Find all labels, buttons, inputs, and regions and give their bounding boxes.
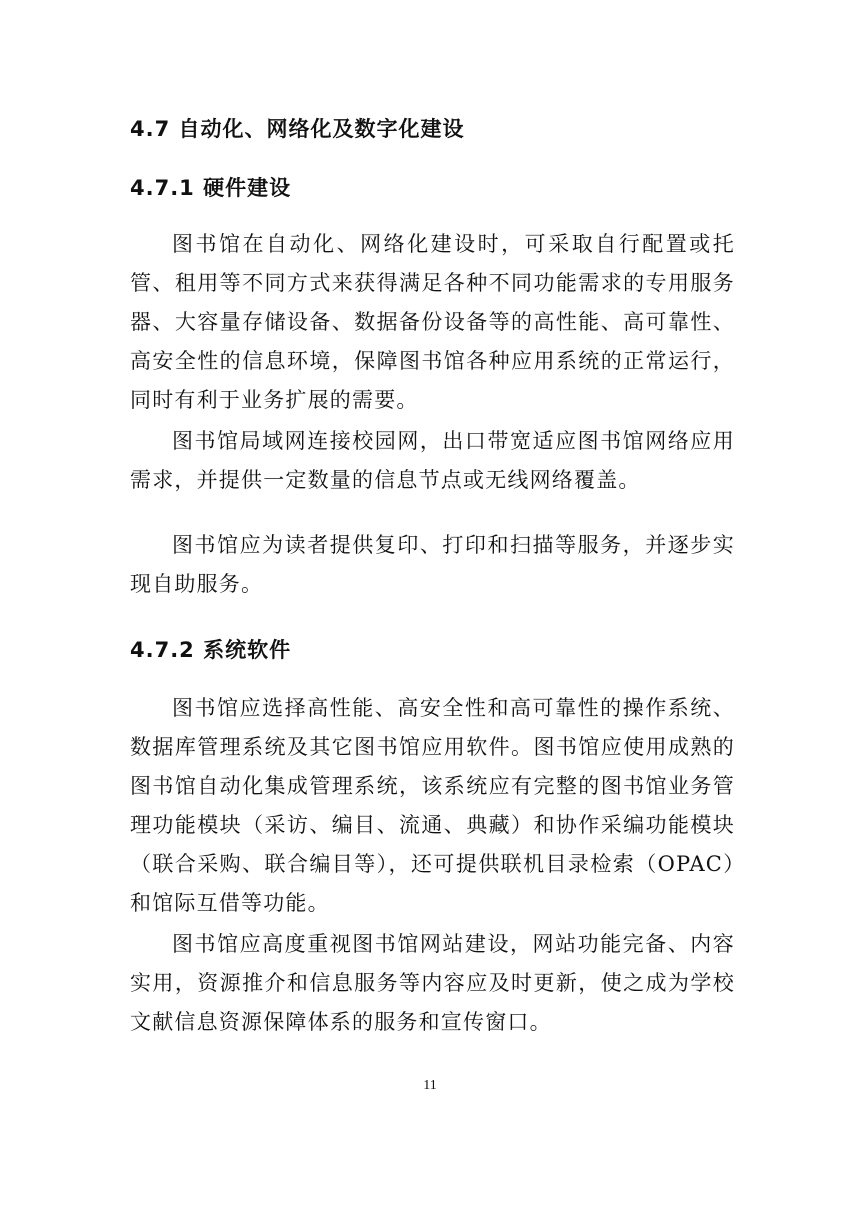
paragraph-hardware-2: 图书馆局域网连接校园网，出口带宽适应图书馆网络应用需求，并提供一定数量的信息节点或无线网络覆盖。	[130, 429, 735, 492]
paragraph-software-1: 图书馆应选择高性能、高安全性和高可靠性的操作系统、数据库管理系统及其它图书馆应用软件。图书馆应使用成熟的图书馆自动化集成管理系统，该系统应有完整的图书馆业务管理功能模块（采访、编目、流通、典藏）和协作采编功能模块（联合采购、联合编目等），还可提供联机目录检索（OPAC）和馆际互借等功能。	[130, 696, 735, 915]
paragraph-hardware-1: 图书馆在自动化、网络化建设时，可采取自行配置或托管、租用等不同方式来获得满足各种不同功能需求的专用服务器、大容量存储设备、数据备份设备等的高性能、高可靠性、高安全性的信息环境，保障图书馆各种应用系统的正常运行，同时有利于业务扩展的需要。	[130, 232, 735, 412]
section-heading-4-7-2: 4.7.2 系统软件	[130, 638, 292, 662]
section-heading-4-7: 4.7 自动化、网络化及数字化建设	[130, 117, 465, 141]
paragraph-hardware-3: 图书馆应为读者提供复印、打印和扫描等服务，并逐步实现自助服务。	[130, 533, 735, 596]
paragraph-software-2: 图书馆应高度重视图书馆网站建设，网站功能完备、内容实用，资源推介和信息服务等内容应及时更新，使之成为学校文献信息资源保障体系的服务和宣传窗口。	[130, 932, 735, 1034]
page-number: 11	[423, 1078, 437, 1093]
section-heading-4-7-1: 4.7.1 硬件建设	[130, 176, 292, 200]
